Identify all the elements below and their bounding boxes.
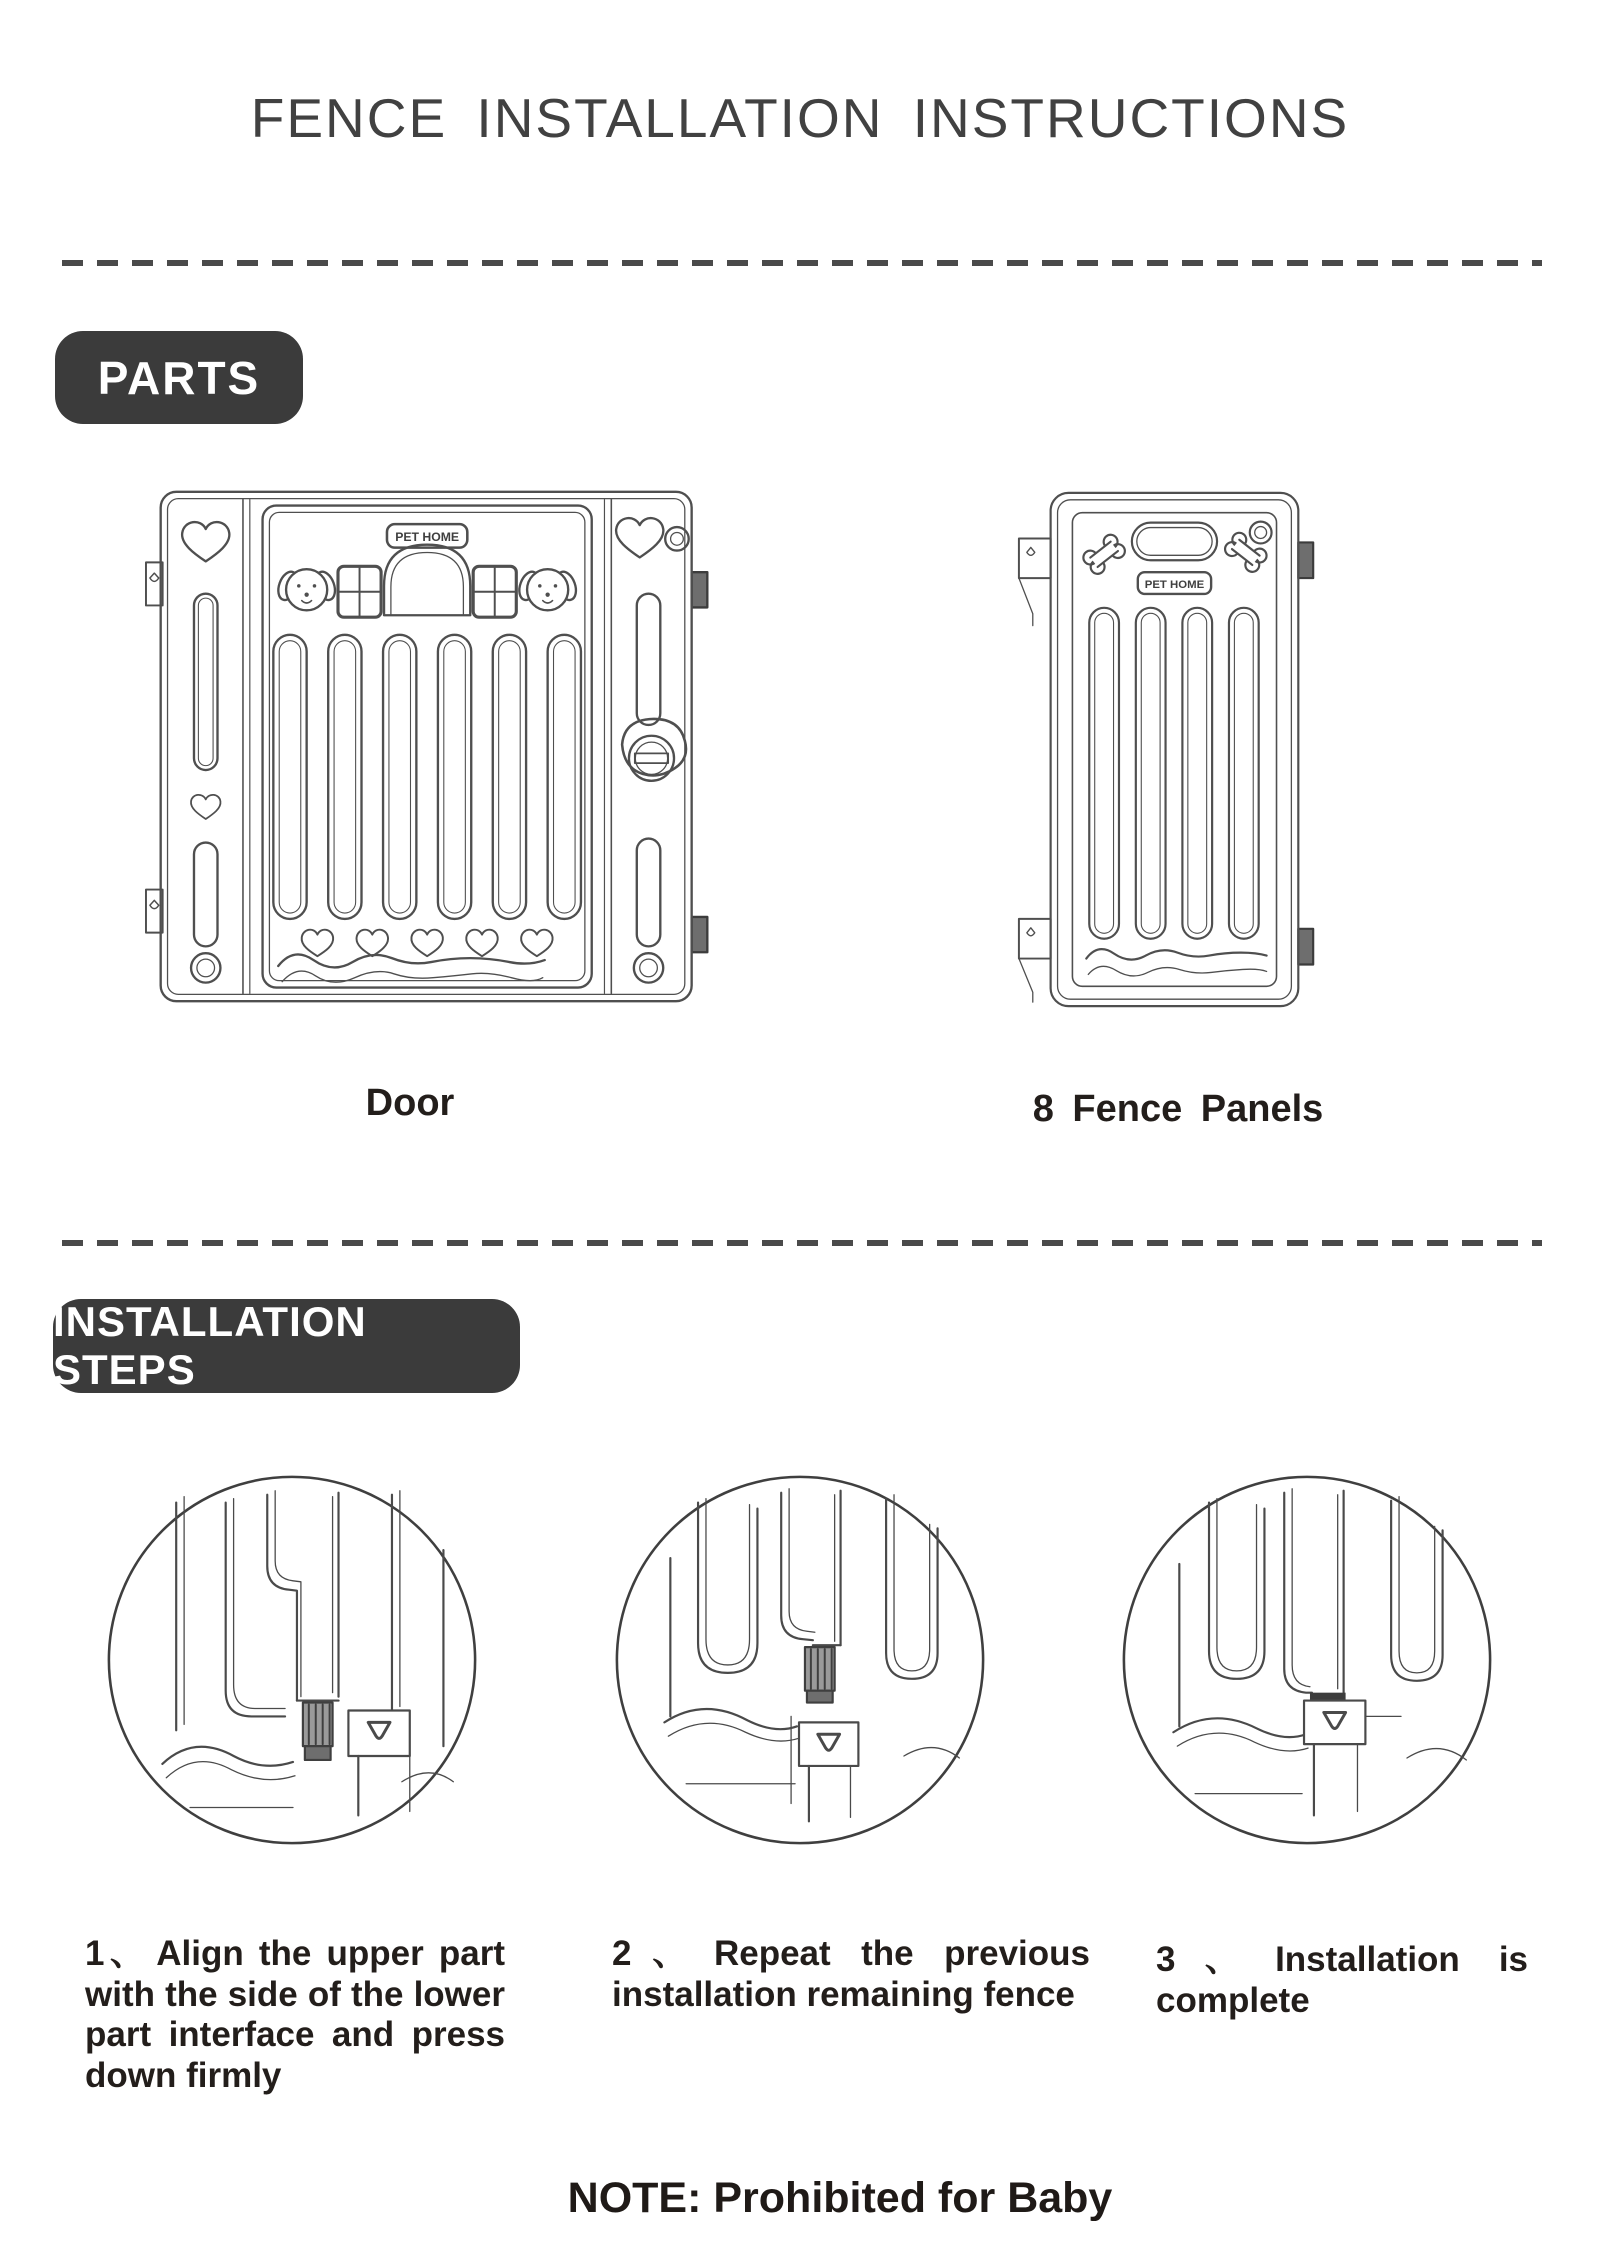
step-3-number: 3、 xyxy=(1156,1940,1270,1979)
door-part-label: Door xyxy=(365,1082,455,1124)
step-2-drawing xyxy=(607,1467,993,1853)
baby-warning-note: NOTE: Prohibited for Baby xyxy=(567,2174,1113,2222)
fence-panels-part-label: 8 Fence Panels xyxy=(1032,1088,1324,1130)
door-pet-home-plate: PET HOME xyxy=(395,529,460,544)
page-title: FENCE INSTALLATION INSTRUCTIONS xyxy=(250,87,1350,149)
step-1-number: 1、 xyxy=(85,1934,151,1973)
step-1-drawing xyxy=(99,1467,485,1853)
parts-section-badge xyxy=(55,331,303,424)
door-drawing xyxy=(145,475,723,1020)
panel-pet-home-plate: PET HOME xyxy=(1144,579,1205,592)
steps-badge-label: INSTALLATION STEPS xyxy=(53,1298,367,1393)
step-1-illustration xyxy=(99,1467,485,1853)
step-2-number: 2、 xyxy=(612,1934,708,1973)
step-3-illustration xyxy=(1114,1467,1500,1853)
dashed-divider-top xyxy=(62,260,1542,266)
step-3-description: Installation is complete xyxy=(1156,1940,1529,2020)
step-2-description: Repeat the previous installation remaining fence xyxy=(612,1934,1090,2014)
fence-panel-illustration xyxy=(1005,481,1337,1018)
step-2-illustration xyxy=(607,1467,993,1853)
step-2-text xyxy=(612,1934,1090,2015)
step-1-description: Align the upper part with the side of the lower part interface and press down firmly xyxy=(85,1934,505,2095)
fence-panel-drawing xyxy=(1005,481,1337,1018)
parts-badge-label: PARTS xyxy=(97,351,261,404)
dashed-divider-middle xyxy=(62,1240,1542,1246)
door-illustration xyxy=(145,475,723,1020)
installation-steps-badge xyxy=(53,1299,520,1393)
step-3-drawing xyxy=(1114,1467,1500,1853)
step-3-text xyxy=(1156,1940,1528,2021)
step-1-text xyxy=(85,1934,505,2096)
